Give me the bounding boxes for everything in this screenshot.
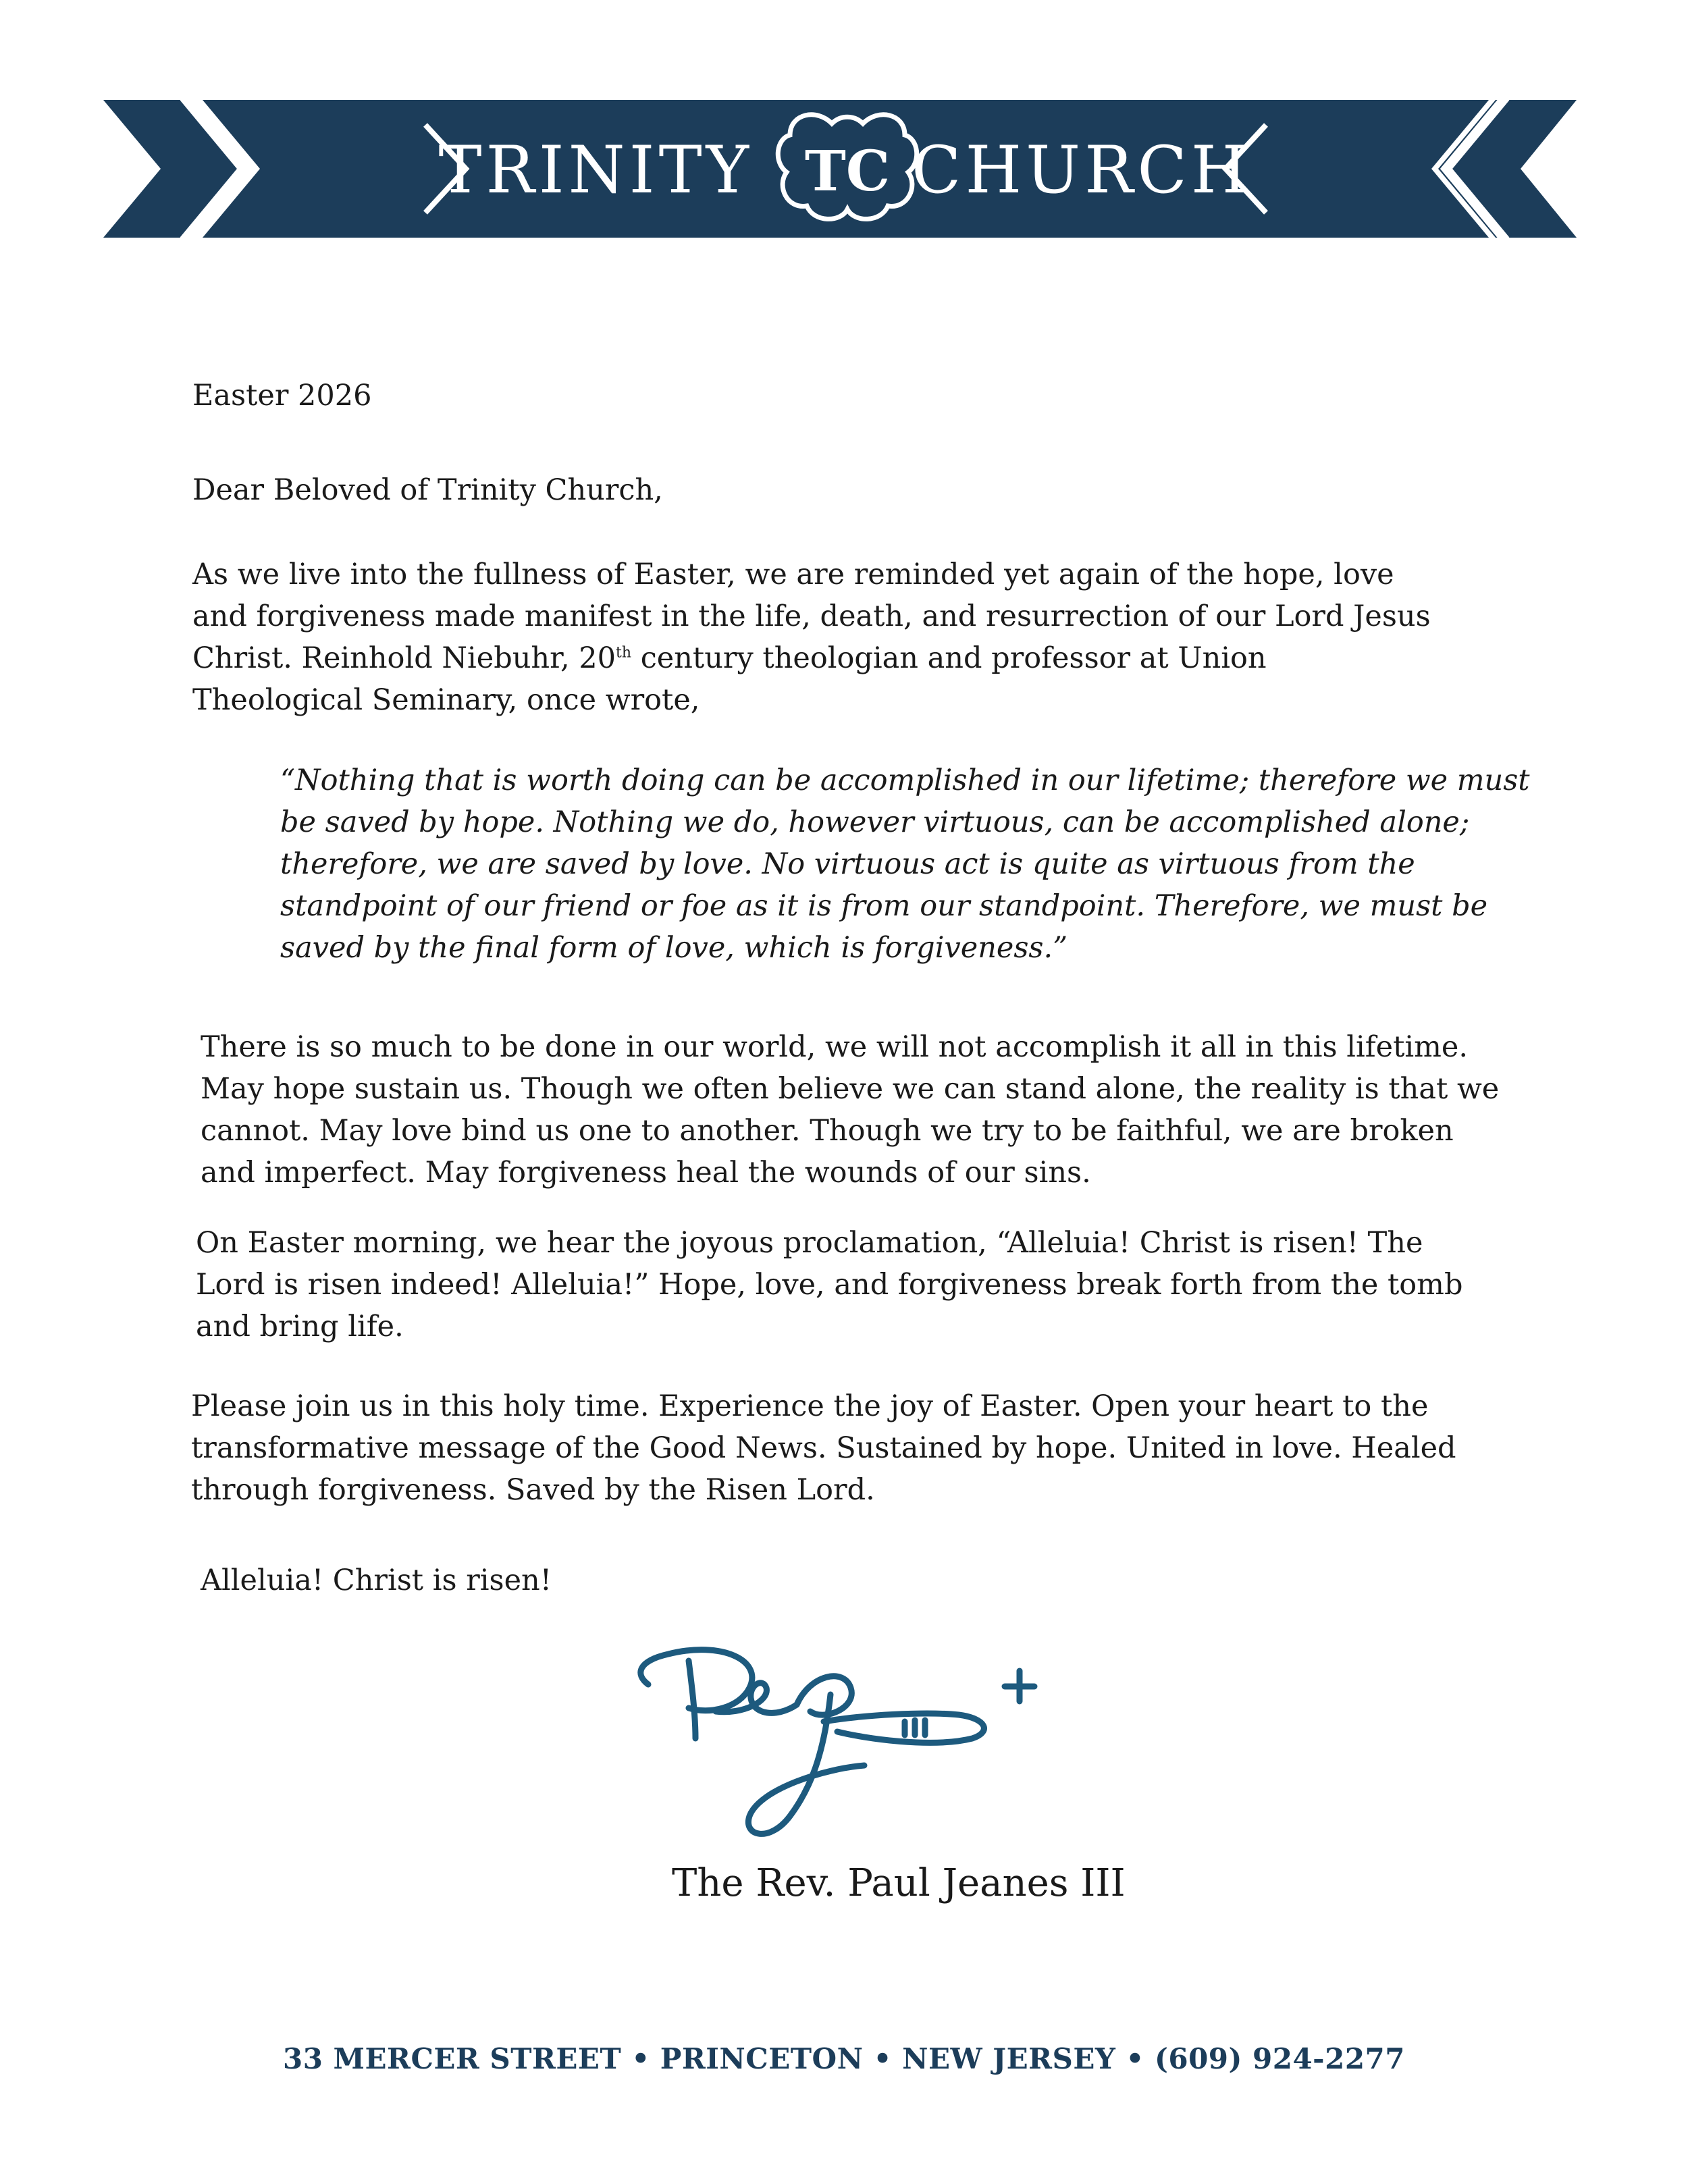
paragraph-line: On Easter morning, we hear the joyous proclamation, “Alleluia! Christ is risen! The — [196, 1226, 1423, 1260]
paragraph-line: There is so much to be done in our world, we will not accomplish it all in this lifetime. — [201, 1030, 1468, 1064]
closing — [201, 1560, 552, 1601]
paragraph-line: May hope sustain us. Though we often believe we can stand alone, the reality is that we — [201, 1072, 1500, 1106]
paragraph-3 — [196, 1222, 1462, 1348]
paragraph-line: and bring life. — [196, 1310, 404, 1343]
quote-line: therefore, we are saved by love. No virtuous act is quite as virtuous from the — [280, 847, 1415, 881]
paragraph-1 — [192, 554, 1431, 721]
superscript-th: th — [616, 644, 632, 662]
paragraph-line: Theological Seminary, once wrote, — [192, 683, 700, 717]
quote-line: be saved by hope. Nothing we do, however virtuous, can be accomplished alone; — [280, 805, 1470, 839]
signatory-name: The Rev. Paul Jeanes III — [672, 1861, 1126, 1905]
line-part: Christ. Reinhold Niebuhr, 20 — [192, 641, 616, 675]
line-part: century theologian and professor at Union — [631, 641, 1267, 675]
niebuhr-quote — [280, 760, 1530, 969]
salutation-text: Dear Beloved of Trinity Church, — [192, 473, 663, 507]
handwritten-signature — [608, 1620, 1175, 1870]
salutation — [192, 469, 663, 511]
paragraph-line — [192, 637, 1431, 679]
paragraph-line: Please join us in this holy time. Experience the joy of Easter. Open your heart to the — [191, 1389, 1429, 1423]
paragraph-2 — [201, 1026, 1499, 1194]
monogram-letters: TC — [804, 139, 891, 204]
letter-date — [192, 375, 371, 417]
banner-word-church: CHURCH — [912, 132, 1252, 208]
paragraph-line: through forgiveness. Saved by the Risen Lord. — [191, 1473, 875, 1507]
paragraph-line: cannot. May love bind us one to another. Though we try to be faithful, we are broken — [201, 1114, 1454, 1148]
closing-text: Alleluia! Christ is risen! — [201, 1564, 552, 1597]
banner-word-trinity: TRINITY — [438, 132, 753, 208]
paragraph-line: and forgiveness made manifest in the life, death, and resurrection of our Lord Jesus — [192, 600, 1431, 633]
paragraph-line: and imperfect. May forgiveness heal the wounds of our sins. — [201, 1156, 1091, 1190]
date-text: Easter 2026 — [192, 379, 372, 412]
paragraph-line: transformative message of the Good News. Sustained by hope. United in love. Healed — [191, 1431, 1456, 1465]
quote-line: standpoint of our friend or foe as it is from our standpoint. Therefore, we must be — [280, 889, 1488, 923]
paragraph-line: Lord is risen indeed! Alleluia!” Hope, love, and forgiveness break forth from the tomb — [196, 1268, 1463, 1302]
quote-line: “Nothing that is worth doing can be accomplished in our lifetime; therefore we must — [280, 764, 1530, 797]
header-banner — [0, 0, 1688, 284]
paragraph-line: As we live into the fullness of Easter, we are reminded yet again of the hope, love — [192, 558, 1394, 591]
footer-address: 33 MERCER STREET • PRINCETON • NEW JERSEY • (609) 924-2277 — [282, 2042, 1406, 2075]
banner-left-chevron — [103, 100, 240, 238]
quote-line: saved by the final form of love, which is forgiveness.” — [280, 931, 1068, 965]
paragraph-4 — [191, 1385, 1456, 1511]
